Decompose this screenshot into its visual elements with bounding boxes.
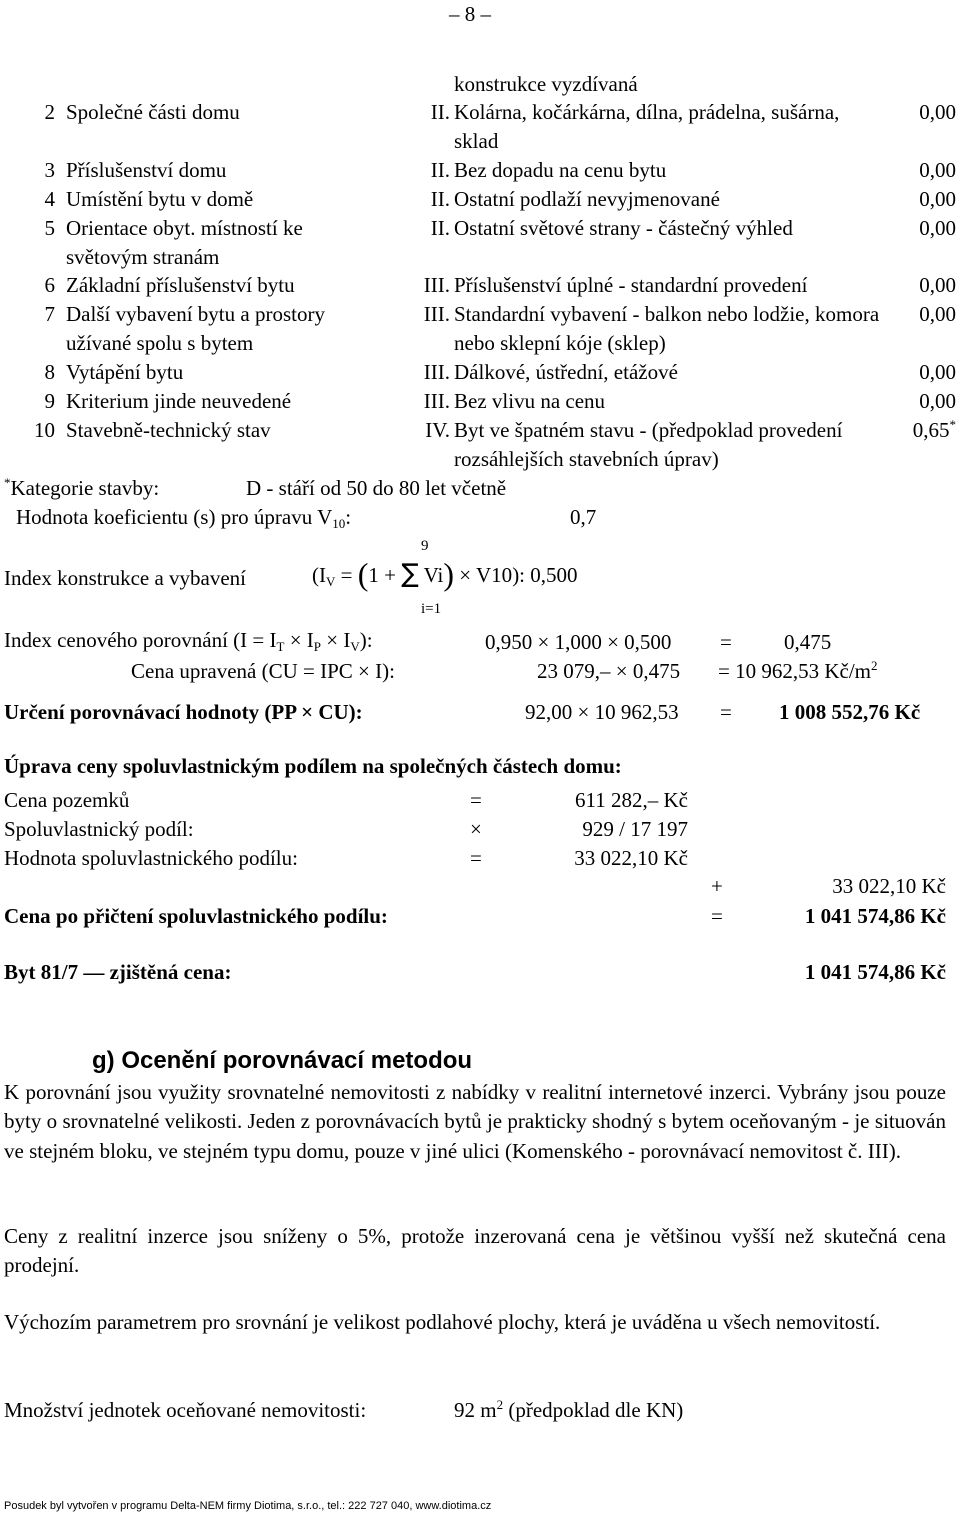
- price-index-result: 0,475: [784, 630, 832, 654]
- section-g-paragraph-3: Výchozím parametrem pro srovnání je velikost podlahové plochy, která je uváděna u všech nemovitostí.: [4, 1310, 881, 1334]
- price-index-times1: × I: [284, 628, 314, 652]
- formula-iv-open: (I: [312, 563, 326, 587]
- price-index-label-end: ):: [359, 628, 373, 652]
- criteria-coefficient: 0,00: [919, 158, 956, 182]
- coef-v10-colon: :: [345, 505, 352, 529]
- quantity-sup: 2: [496, 1397, 504, 1412]
- formula-paren-close: ): [443, 556, 455, 592]
- formula-iv-sub: V: [326, 574, 336, 589]
- sum-lower-limit: i=1: [421, 601, 442, 617]
- criteria-name: Vytápění bytu: [66, 360, 184, 384]
- formula-v10: V10: [476, 563, 513, 587]
- criteria-description: Standardní vybavení - balkon nebo lodžie, komora nebo sklepní kóje (sklep): [454, 302, 880, 355]
- section-g-title: g) Ocenění porovnávací metodou: [92, 1047, 473, 1074]
- criteria-description: Ostatní světové strany - částečný výhled: [454, 216, 793, 240]
- share-row-label: Cena pozemků: [4, 788, 130, 812]
- criteria-description: Dálkové, ústřední, etážové: [454, 360, 678, 384]
- adjusted-price-label: Cena upravená (CU = IPC × I):: [131, 659, 395, 683]
- share-section-title: Úprava ceny spoluvlastnickým podílem na společných částech domu:: [4, 754, 622, 778]
- criteria-description: Ostatní podlaží nevyjmenované: [454, 187, 720, 211]
- criteria-header-continuation: konstrukce vyzdívaná: [454, 72, 638, 96]
- price-index-eq: =: [720, 630, 732, 654]
- formula-result: ): 0,500: [512, 563, 578, 587]
- criteria-description: Kolárna, kočárkárna, dílna, prádelna, sušárna, sklad: [454, 100, 840, 153]
- coef-v10-label-text: Hodnota koeficientu (s) pro úpravu V: [16, 505, 333, 529]
- criteria-description: Příslušenství úplné - standardní provedení: [454, 273, 808, 297]
- coef-v10-sub: 10: [332, 516, 346, 531]
- found-price-value: 1 041 574,86 Kč: [804, 960, 946, 984]
- formula-vi: Vi: [423, 563, 444, 587]
- sum-upper-limit: 9: [421, 538, 429, 554]
- price-index-calc: 0,950 × 1,000 × 0,500: [485, 630, 672, 654]
- share-plus-op: +: [711, 874, 723, 898]
- price-index-sub-p: P: [313, 639, 322, 654]
- share-row-value: 929 / 17 197: [582, 817, 688, 841]
- section-g-paragraph-1: K porovnání jsou využity srovnatelné nemovitosti z nabídky v realitní internetové inzerci. Vybrány jsou pouze byty o srovnatelné velikosti. Jeden z porovnávacích bytů je prakticky shodný s bytem oceňovaným - je situován ve stejném bloku, ve stejném typu domu, pouze v jiné ulici (Komenského - porovnávací nemovitost č. III).: [4, 1080, 946, 1163]
- criteria-description: Bez vlivu na cenu: [454, 389, 606, 413]
- found-price-label: Byt 81/7 — zjištěná cena:: [4, 960, 232, 984]
- category-label: [4, 474, 159, 503]
- criteria-class: IV.: [425, 418, 450, 442]
- share-total-label: Cena po přičtení spoluvlastnického podílu:: [4, 904, 388, 928]
- category-star: *: [4, 475, 11, 490]
- criteria-coefficient: 0,00: [919, 360, 956, 384]
- criteria-class: III.: [423, 273, 450, 297]
- footer-note: Posudek byl vytvořen v programu Delta-NEM firmy Diotima, s.r.o., tel.: 222 727 040, www.diotima.cz: [4, 1500, 492, 1512]
- price-index-sub-t: T: [276, 639, 285, 654]
- price-index-label-a: Index cenového porovnání (I = I: [4, 628, 277, 652]
- criteria-name: Společné části domu: [66, 100, 240, 124]
- page-number: – 8 –: [449, 2, 491, 26]
- share-row-label: Spoluvlastnický podíl:: [4, 817, 194, 841]
- criteria-coefficient: 0,00: [919, 302, 956, 326]
- adjusted-price-calc: 23 079,– × 0,475: [537, 659, 681, 683]
- criteria-class: III.: [423, 389, 450, 413]
- criteria-coefficient: 0,65*: [912, 417, 956, 442]
- share-row-op: =: [470, 788, 482, 812]
- criteria-class: III.: [423, 360, 450, 384]
- comparative-value-calc: 92,00 × 10 962,53: [525, 700, 679, 724]
- formula-one-plus: 1 +: [368, 563, 402, 587]
- criteria-num: 7: [44, 302, 55, 326]
- sum-sign-icon: ∑: [401, 559, 419, 589]
- price-index-label: [4, 626, 373, 655]
- criteria-coefficient: 0,00: [919, 216, 956, 240]
- share-row-value: 33 022,10 Kč: [574, 846, 688, 870]
- criteria-num: 9: [44, 389, 55, 413]
- adjusted-price-result-text: = 10 962,53 Kč/m: [718, 659, 871, 683]
- share-plus-value: 33 022,10 Kč: [832, 874, 946, 898]
- share-total-op: =: [711, 904, 723, 928]
- criteria-num: 2: [44, 100, 55, 124]
- price-index-times2: × I: [321, 628, 351, 652]
- formula-times: ×: [454, 563, 477, 587]
- quantity-label: Množství jednotek oceňované nemovitosti:: [4, 1398, 367, 1422]
- criteria-num: 6: [44, 273, 55, 297]
- comparative-value-eq: =: [720, 700, 732, 724]
- criteria-num: 3: [44, 158, 55, 182]
- criteria-num: 10: [34, 418, 55, 442]
- criteria-name: Další vybavení bytu a prostory užívané spolu s bytem: [66, 302, 325, 355]
- quantity-value-text: 92 m: [454, 1398, 497, 1422]
- index-iv-label: Index konstrukce a vybavení: [4, 566, 247, 590]
- section-g-paragraph-2: Ceny z realitní inzerce jsou sníženy o 5%, protože inzerovaná cena je většinou vyšší než skutečná cena prodejní.: [4, 1224, 946, 1278]
- coefficient-star: *: [949, 417, 956, 432]
- criteria-num: 8: [44, 360, 55, 384]
- comparative-value-result: 1 008 552,76 Kč: [779, 700, 921, 724]
- index-iv-formula: [312, 556, 578, 592]
- criteria-num: 4: [44, 187, 55, 211]
- price-index-sub-v: V: [350, 639, 360, 654]
- criteria-class: II.: [430, 100, 450, 124]
- formula-paren-open: (: [357, 556, 369, 592]
- criteria-name: Kriterium jinde neuvedené: [66, 389, 292, 413]
- coef-v10-label: [16, 503, 351, 532]
- criteria-coefficient: 0,00: [919, 389, 956, 413]
- formula-eq: =: [335, 563, 358, 587]
- share-total-value: 1 041 574,86 Kč: [804, 904, 946, 928]
- criteria-class: II.: [430, 158, 450, 182]
- criteria-name: Umístění bytu v domě: [66, 187, 254, 211]
- share-row-label: Hodnota spoluvlastnického podílu:: [4, 846, 298, 870]
- criteria-class: III.: [423, 302, 450, 326]
- share-row-op: =: [470, 846, 482, 870]
- adjusted-price-sup: 2: [871, 658, 878, 673]
- category-label-text: Kategorie stavby:: [10, 476, 160, 500]
- criteria-class: II.: [430, 187, 450, 211]
- comparative-value-label: Určení porovnávací hodnoty (PP × CU):: [4, 700, 363, 724]
- criteria-name: Základní příslušenství bytu: [66, 273, 295, 297]
- category-value: D - stáří od 50 do 80 let včetně: [246, 476, 507, 500]
- quantity-note: (předpoklad dle KN): [503, 1398, 684, 1422]
- criteria-name: Stavebně-technický stav: [66, 418, 271, 442]
- share-row-op: ×: [470, 817, 482, 841]
- adjusted-price-result: [718, 657, 878, 686]
- criteria-coefficient: 0,00: [919, 187, 956, 211]
- criteria-description: Bez dopadu na cenu bytu: [454, 158, 667, 182]
- share-row-value: 611 282,– Kč: [575, 788, 688, 812]
- criteria-class: II.: [430, 216, 450, 240]
- criteria-description: Byt ve špatném stavu - (předpoklad provedení rozsáhlejších stavebních úprav): [454, 418, 843, 471]
- criteria-num: 5: [44, 216, 55, 240]
- quantity-value: [454, 1396, 683, 1425]
- criteria-coefficient: 0,00: [919, 273, 956, 297]
- criteria-name: Příslušenství domu: [66, 158, 227, 182]
- coef-v10-value: 0,7: [570, 505, 597, 529]
- criteria-coefficient: 0,00: [919, 100, 956, 124]
- criteria-name: Orientace obyt. místností ke světovým stranám: [66, 216, 303, 269]
